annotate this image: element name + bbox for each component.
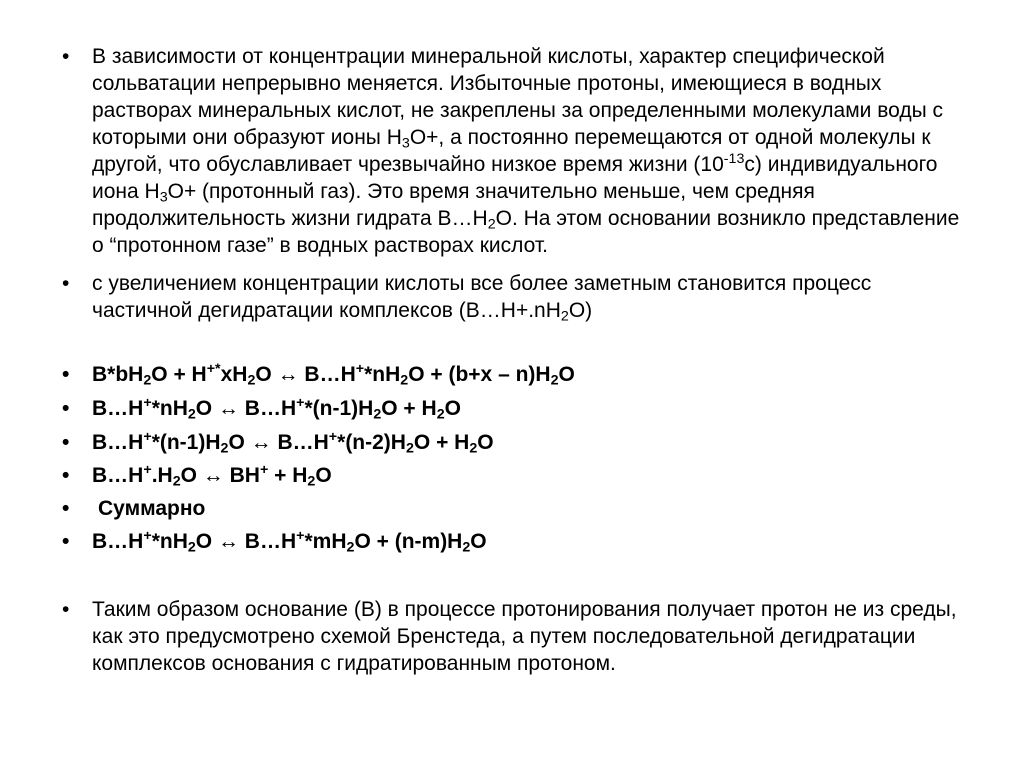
bullet-icon: •: [62, 363, 70, 386]
paragraph-dehydration: с увеличением концентрации кислоты все более заметным становится процесс частичной дегидратации комплексов $(В\dots Н+.nН_2О)$: [92, 272, 872, 325]
bullet-icon: •: [62, 397, 70, 420]
bullet-icon: •: [62, 272, 70, 295]
equation-summary: • $B\dots H^+*nH_2O$ ↔ $B\dots H^+*mH_2O + (n-m)H_2O$: [62, 528, 487, 556]
equation-1: • $В*bН_2O + H^{+*}xH_2O$ ↔ $B\dots H^+*nH_2O + (b+x - n)H_2O$: [62, 361, 575, 389]
paragraph-conclusion: Таким образом основание (В) в процессе протонирования получает протон не из среды, как это предусмотрено схемой Бренстеда, а путем последовательной дегидратации комплексов основания с гидратированным протоном.: [92, 598, 957, 675]
equation-4: • $B\dots H^+.H_2O$ ↔ $BH^+ + H_2O$: [62, 462, 332, 490]
bullet-icon: •: [62, 45, 70, 68]
bullet-item-solvation: [62, 43, 962, 259]
bullet-icon: •: [62, 598, 70, 621]
equation-2: • $B\dots H^+*nH_2O$ ↔ $B\dots H^+*(n-1)H_2O + H_2O$: [62, 395, 461, 423]
bullet-icon: •: [62, 431, 70, 454]
bullet-item-conclusion: [62, 596, 962, 677]
equation-3: • $B\dots H^+*(n-1)H_2O$ ↔ $B\dots H^+*(n-2)H_2O + H_2O$: [62, 429, 494, 457]
summary-label: Суммарно: [98, 497, 206, 520]
bullet-item-dehydration: [62, 270, 962, 324]
bullet-icon: •: [62, 530, 70, 553]
bullet-icon: •: [62, 497, 70, 520]
bullet-icon: •: [62, 464, 70, 487]
summary-item: [62, 495, 962, 522]
paragraph-solvation: В зависимости от концентрации минеральной кислоты, характер специфической сольватации непрерывно меняется. Избыточные протоны, имеющиеся в водных растворах минеральных кислот, не закреплены за определенными молекулами воды с которыми они образуют ионы $Н_3О+$, а постоянно перемещаются от одной молекулы к другой, что обуславливает чрезвычайно низкое время жизни $(10^{-13}с)$ индивидуального иона $Н_3О+$ (протонный газ). Это время значительно меньше, чем средняя продолжительность жизни гидрата $В\dots Н_2О$. На этом основании возникло представление о “протонном газе” в водных растворах кислот.: [92, 45, 960, 257]
